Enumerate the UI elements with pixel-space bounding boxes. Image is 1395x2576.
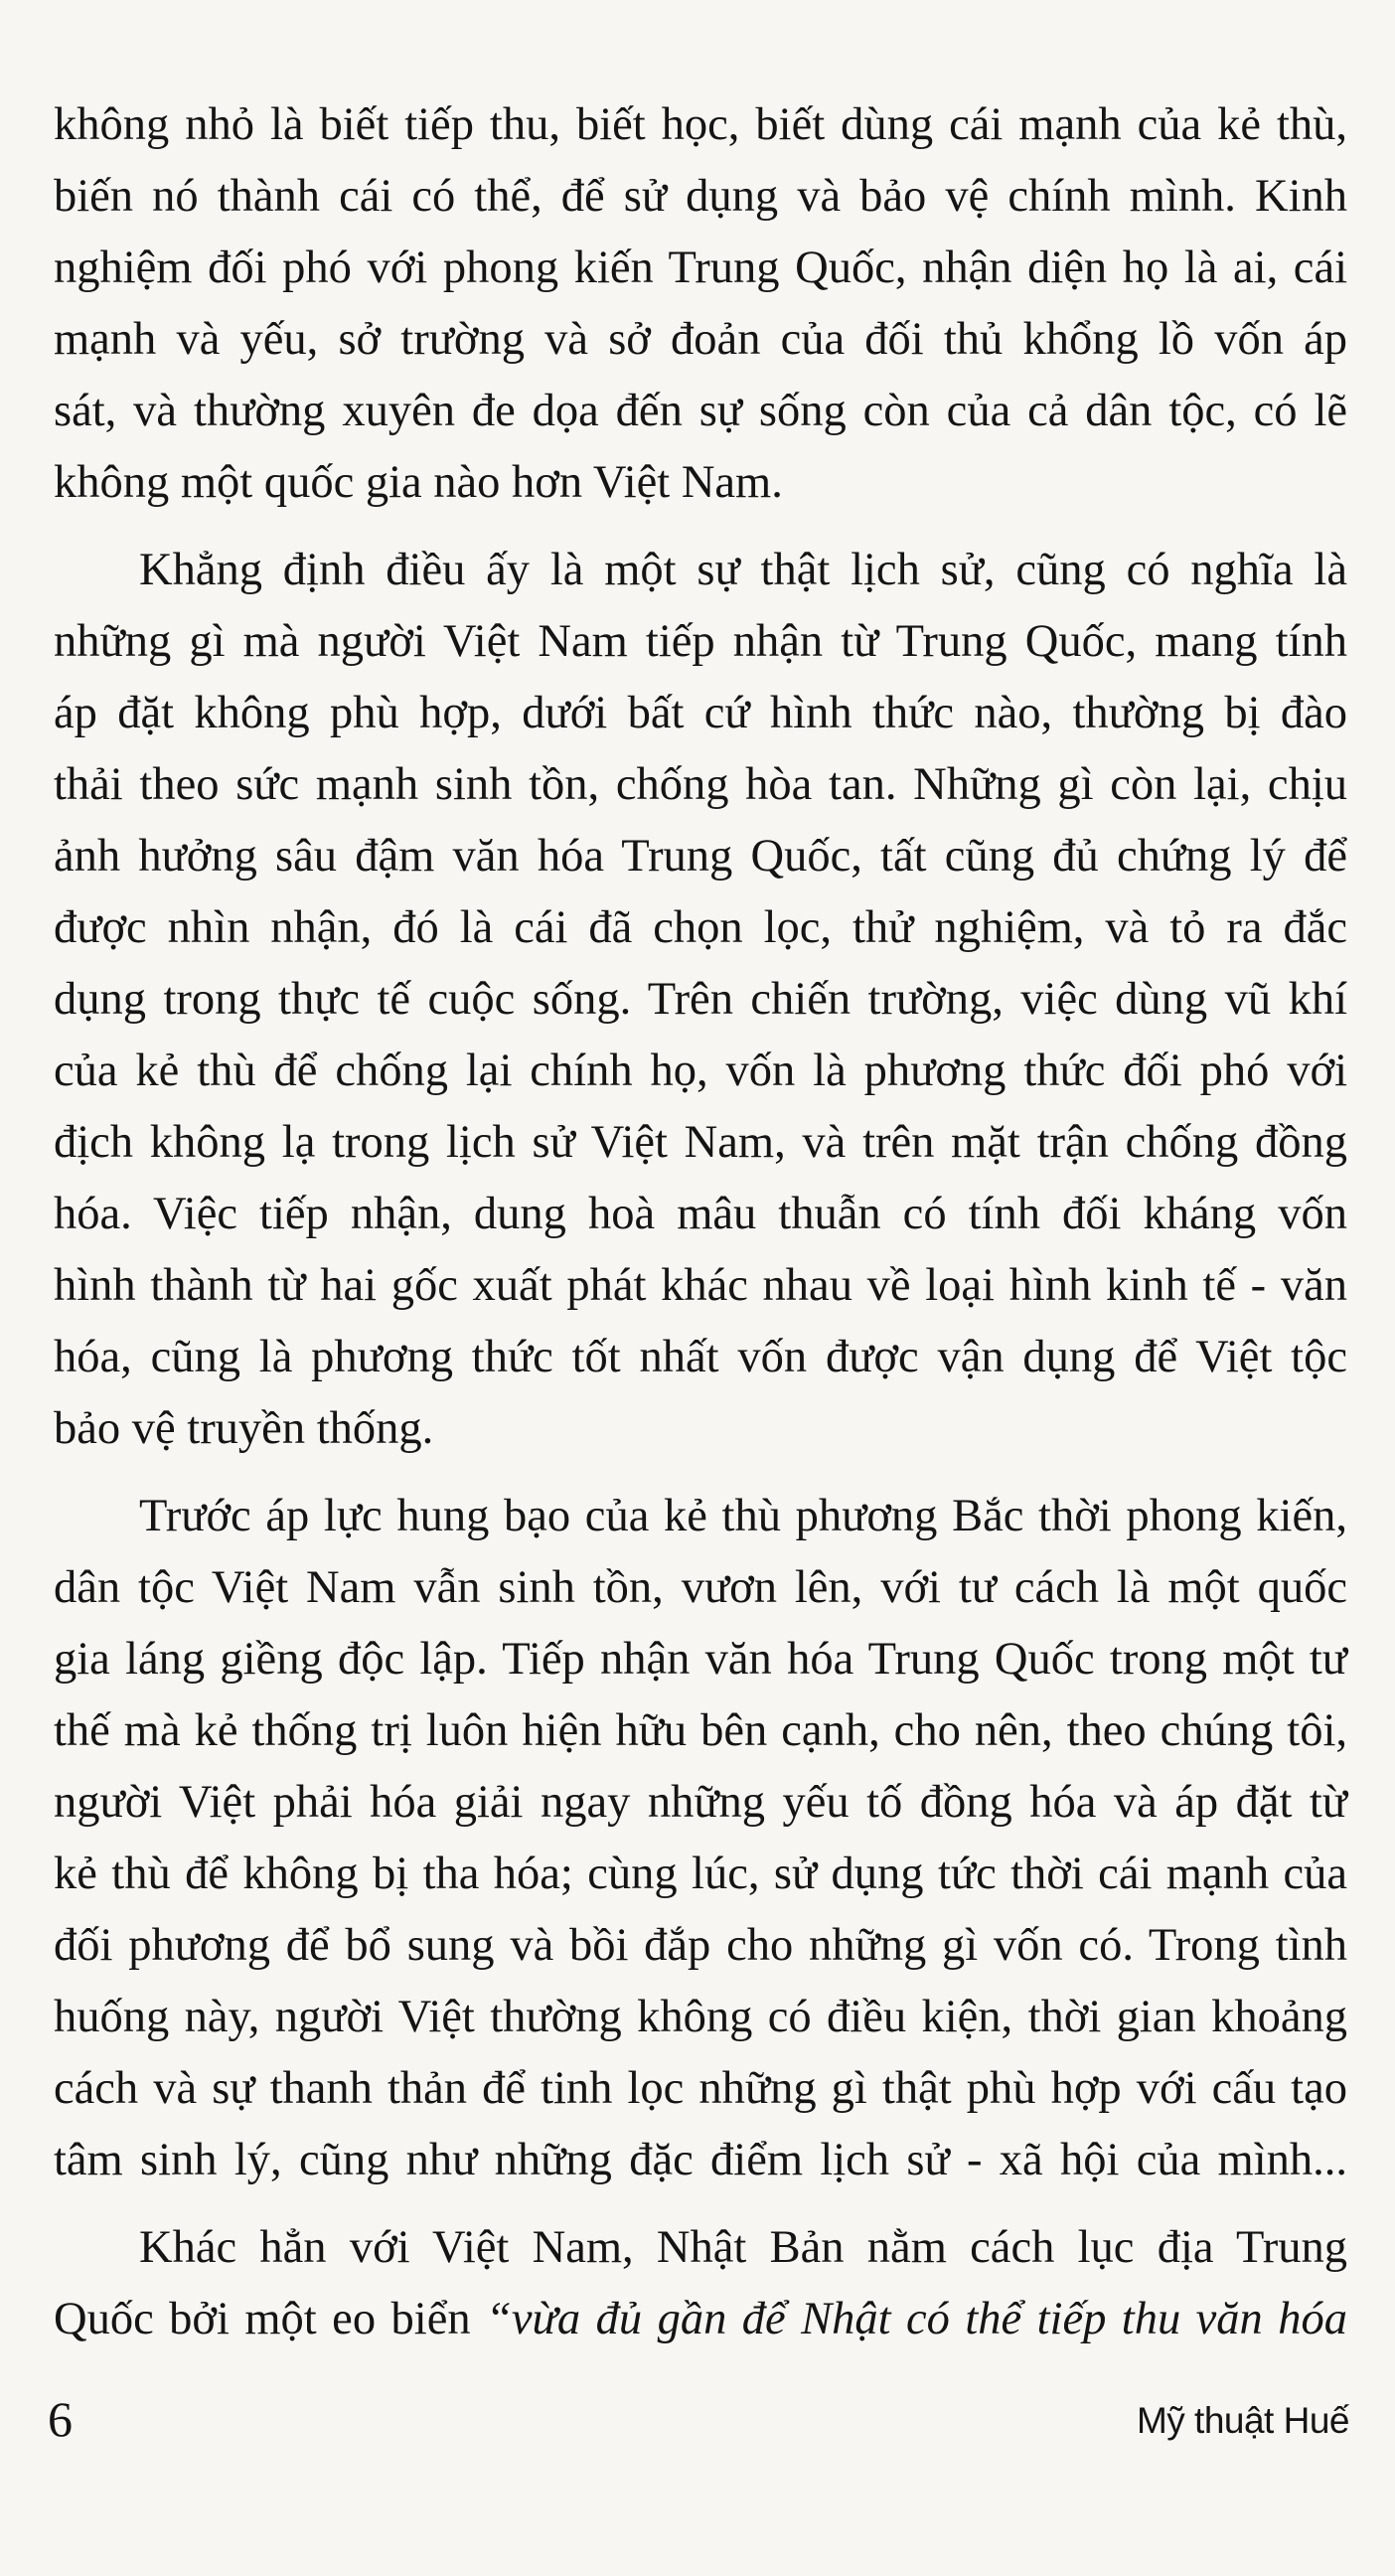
text-line: đối phương để bổ sung và bồi đắp cho những gì vốn có. Trong tình bbox=[54, 1920, 1347, 1971]
paragraph-first-line: Khẳng định điều ấy là một sự thật lịch sử, cũng có nghĩa là bbox=[139, 545, 1347, 595]
text-line: nghiệm đối phó với phong kiến Trung Quốc, nhận diện họ là ai, cái bbox=[54, 242, 1347, 293]
text-line: gia láng giềng độc lập. Tiếp nhận văn hóa Trung Quốc trong một tư bbox=[54, 1634, 1347, 1685]
text-line: người Việt phải hóa giải ngay những yếu tố đồng hóa và áp đặt từ bbox=[54, 1777, 1347, 1828]
text-line: huống này, người Việt thường không có điều kiện, thời gian khoảng bbox=[54, 1992, 1347, 2042]
italic-quote: “vừa đủ gần để Nhật có thể tiếp thu văn hóa bbox=[486, 2294, 1348, 2344]
text-line: những gì mà người Việt Nam tiếp nhận từ Trung Quốc, mang tính bbox=[54, 616, 1347, 667]
text-line: biến nó thành cái có thể, để sử dụng và bảo vệ chính mình. Kinh bbox=[54, 171, 1347, 222]
text-line: địch không lạ trong lịch sử Việt Nam, và trên mặt trận chống đồng bbox=[54, 1117, 1347, 1168]
text-line: ảnh hưởng sâu đậm văn hóa Trung Quốc, tất cũng đủ chứng lý để bbox=[54, 831, 1347, 882]
text-line: không nhỏ là biết tiếp thu, biết học, biết dùng cái mạnh của kẻ thù, bbox=[54, 99, 1347, 150]
text-line: tâm sinh lý, cũng như những đặc điểm lịch sử - xã hội của mình... bbox=[54, 2135, 1347, 2185]
paragraph-first-line: Trước áp lực hung bạo của kẻ thù phương Bắc thời phong kiến, bbox=[139, 1491, 1347, 1541]
text-line: mạnh và yếu, sở trường và sở đoản của đối thủ khổng lồ vốn áp bbox=[54, 314, 1347, 365]
text-line: dân tộc Việt Nam vẫn sinh tồn, vươn lên, với tư cách là một quốc bbox=[54, 1562, 1347, 1613]
text-line: áp đặt không phù hợp, dưới bất cứ hình thức nào, thường bị đào bbox=[54, 688, 1347, 738]
paragraph-first-line: Khác hẳn với Việt Nam, Nhật Bản nằm cách lục địa Trung bbox=[139, 2222, 1347, 2273]
text-line: hình thành từ hai gốc xuất phát khác nhau về loại hình kinh tế - văn bbox=[54, 1260, 1347, 1311]
text-line: dụng trong thực tế cuộc sống. Trên chiến trường, việc dùng vũ khí bbox=[54, 974, 1347, 1025]
text-line: bảo vệ truyền thống. bbox=[54, 1403, 434, 1454]
text-line: của kẻ thù để chống lại chính họ, vốn là phương thức đối phó với bbox=[54, 1046, 1347, 1096]
running-footer-title: Mỹ thuật Huế bbox=[1136, 2400, 1349, 2441]
text-line: thế mà kẻ thống trị luôn hiện hữu bên cạnh, cho nên, theo chúng tôi, bbox=[54, 1705, 1347, 1756]
text-line: không một quốc gia nào hơn Việt Nam. bbox=[54, 457, 783, 508]
text-line-with-quote bbox=[54, 2280, 1347, 2359]
roman-text: Quốc bởi một eo biển bbox=[54, 2294, 487, 2344]
page-number: 6 bbox=[48, 2391, 73, 2447]
text-line: hóa. Việc tiếp nhận, dung hoà mâu thuẫn có tính đối kháng vốn bbox=[54, 1189, 1347, 1239]
text-line: được nhìn nhận, đó là cái đã chọn lọc, thử nghiệm, và tỏ ra đắc bbox=[54, 902, 1347, 953]
text-line: thải theo sức mạnh sinh tồn, chống hòa tan. Những gì còn lại, chịu bbox=[54, 759, 1347, 810]
text-line: cách và sự thanh thản để tinh lọc những gì thật phù hợp với cấu tạo bbox=[54, 2063, 1347, 2114]
text-line: hóa, cũng là phương thức tốt nhất vốn được vận dụng để Việt tộc bbox=[54, 1332, 1347, 1382]
text-line: sát, và thường xuyên đe dọa đến sự sống còn của cả dân tộc, có lẽ bbox=[54, 386, 1347, 436]
text-line: kẻ thù để không bị tha hóa; cùng lúc, sử dụng tức thời cái mạnh của bbox=[54, 1849, 1347, 1899]
